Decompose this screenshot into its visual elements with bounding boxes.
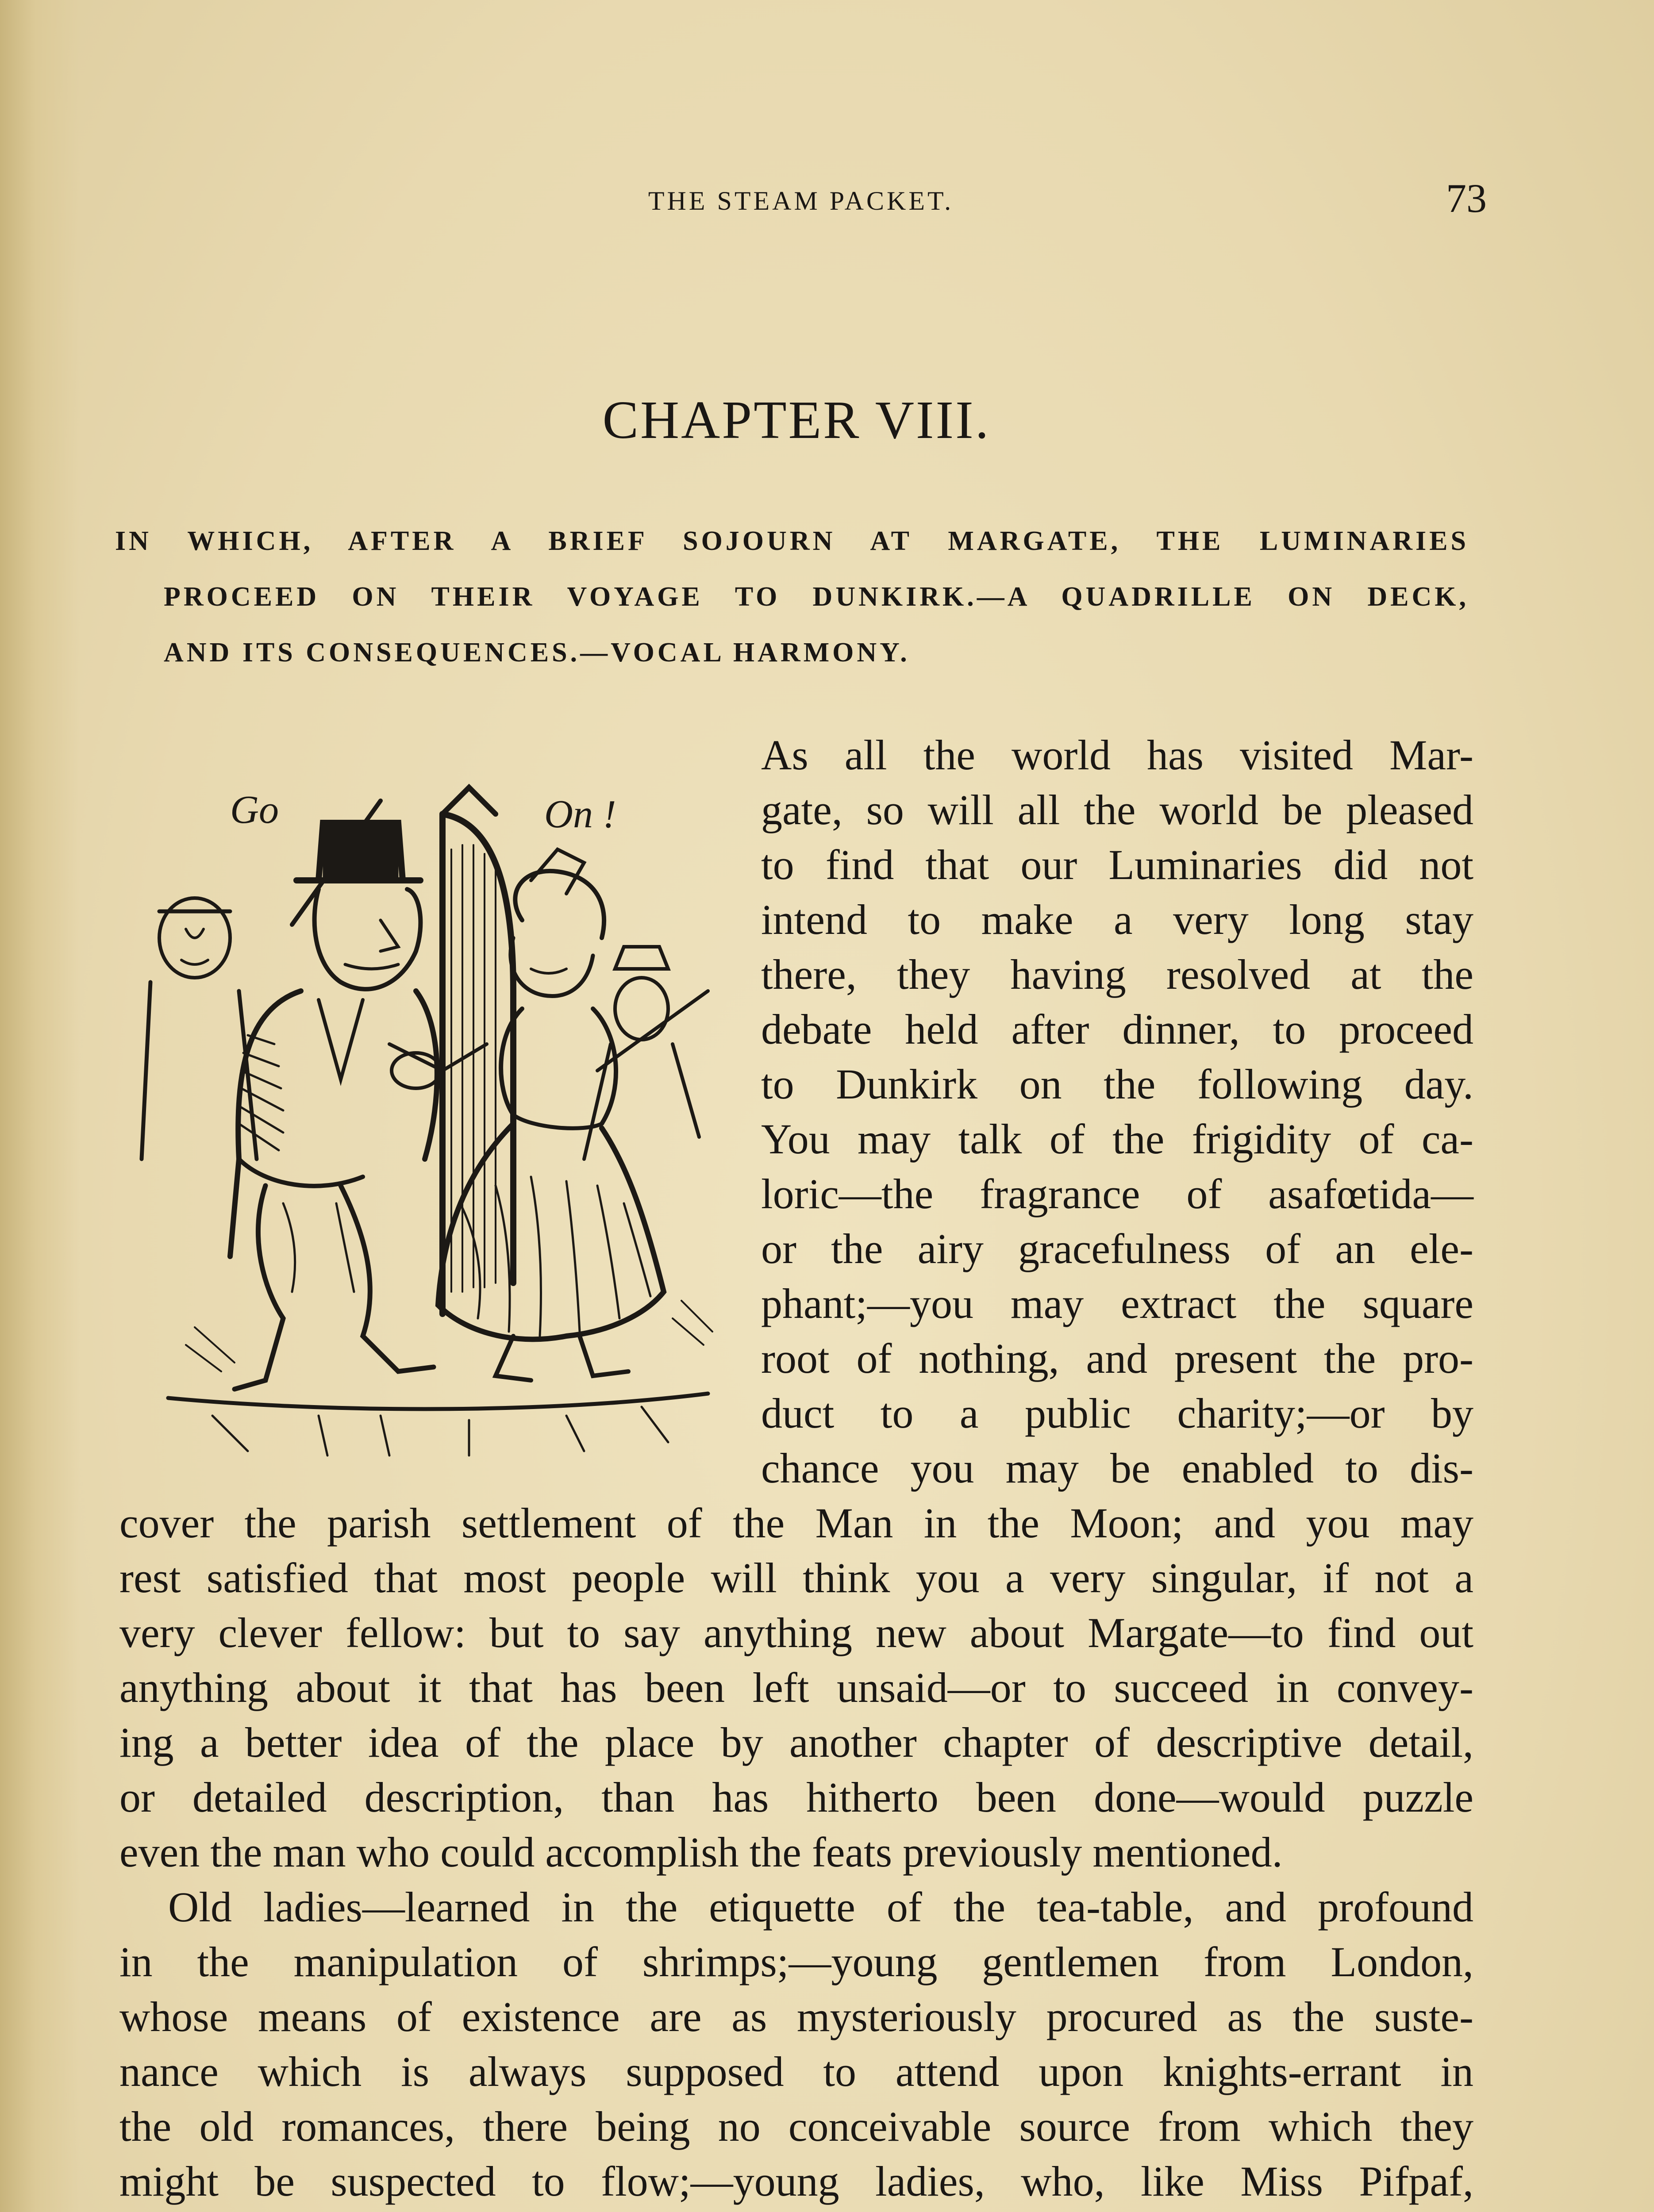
- text-line: debate held after dinner, to proceed: [761, 1006, 1473, 1053]
- text-line: You may talk of the frigidity of ca-: [761, 1115, 1473, 1163]
- text-line: anything about it that has been left unsaid—or to succeed in convey-: [119, 1664, 1473, 1711]
- text-line: [119, 2209, 1473, 2212]
- summary-line: AND ITS CONSEQUENCES.—VOCAL HARMONY.: [164, 637, 910, 668]
- text-line: very clever fellow: but to say anything new about Margate—to find out: [119, 1609, 1473, 1656]
- body-text: [119, 728, 1473, 2212]
- page-edge-shadow: [0, 0, 80, 2212]
- text-line: Old ladies—learned in the etiquette of the tea-table, and profound: [168, 1883, 1473, 1931]
- summary-line: IN WHICH, AFTER A BRIEF SOJOURN AT MARGATE, THE LUMINARIES: [115, 526, 1469, 556]
- text-line: As all the world has visited Mar-: [761, 731, 1473, 779]
- text-line: to Dunkirk on the following day.: [761, 1060, 1473, 1108]
- chapter-title: CHAPTER VIII.: [602, 390, 991, 450]
- text-line: the old romances, there being no conceivable source from which they: [119, 2103, 1473, 2150]
- running-head: THE STEAM PACKET.: [648, 186, 954, 215]
- text-line: phant;—you may extract the square: [761, 1280, 1473, 1327]
- text-line: ing a better idea of the place by another chapter of descriptive detail,: [119, 1719, 1473, 1766]
- caption-go: Go: [230, 788, 279, 832]
- text-line: chance you may be enabled to dis-: [761, 1444, 1473, 1492]
- page-number: 73: [1446, 176, 1487, 221]
- summary-line: PROCEED ON THEIR VOYAGE TO DUNKIRK.—A QUADRILLE ON DECK,: [164, 582, 1469, 612]
- text-line: duct to a public charity;—or by: [761, 1390, 1473, 1437]
- text-line: there, they having resolved at the: [761, 951, 1473, 998]
- text-line: root of nothing, and present the pro-: [761, 1335, 1473, 1382]
- text-line: even the man who could accomplish the feats previously mentioned.: [119, 1828, 1283, 1876]
- text-line: cover the parish settlement of the Man in the Moon; and you may: [119, 1499, 1473, 1547]
- text-line: nance which is always supposed to attend upon knights-errant in: [119, 2048, 1473, 2095]
- text-line: or detailed description, than has hitherto been done—would puzzle: [119, 1774, 1473, 1821]
- text-line: gate, so will all the world be pleased: [761, 786, 1473, 833]
- text-line: intend to make a very long stay: [761, 896, 1473, 943]
- text-line: whose means of existence are as mysteriously procured as the suste-: [119, 1993, 1473, 2040]
- text-line: to find that our Luminaries did not: [761, 841, 1473, 888]
- text-line: loric—the fragrance of asafœtida—: [761, 1170, 1473, 1217]
- text-line: or the airy gracefulness of an ele-: [761, 1225, 1473, 1272]
- chapter-summary: [115, 513, 1469, 680]
- text-line: in the manipulation of shrimps;—young gentlemen from London,: [119, 1938, 1473, 1985]
- caption-on: On !: [544, 792, 616, 836]
- text-line: might be suspected to flow;—young ladies, who, like Miss Pifpaf,: [119, 2158, 1473, 2205]
- text-line: rest satisfied that most people will think you a very singular, if not a: [119, 1554, 1473, 1601]
